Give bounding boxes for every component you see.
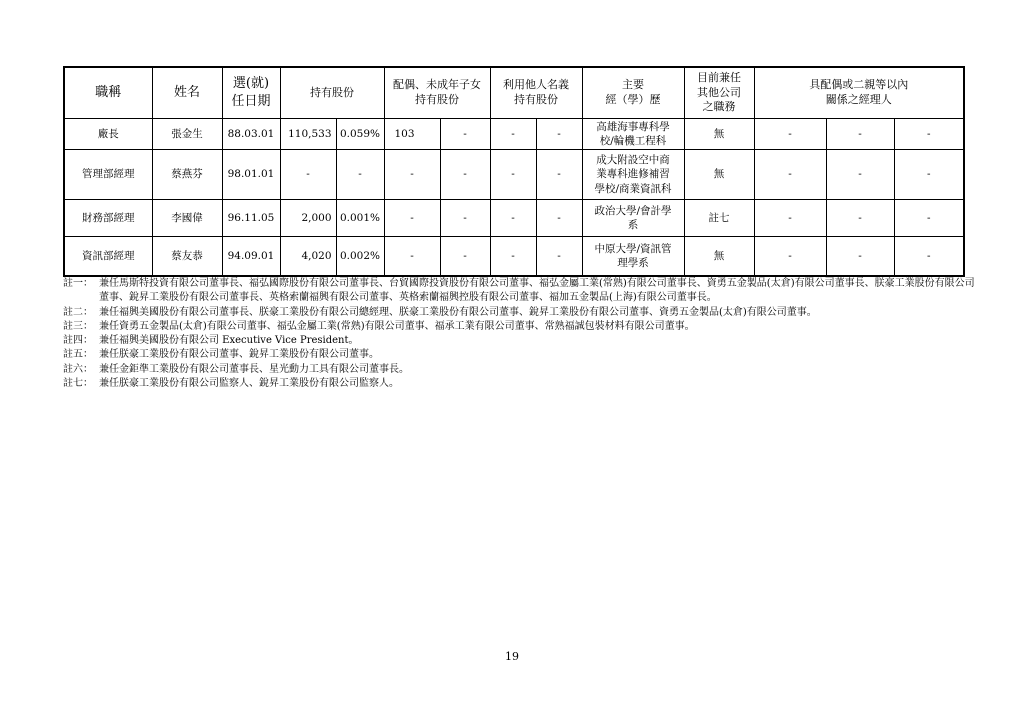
- cell-date: 96.11.05: [222, 200, 280, 237]
- footnote-text: 兼任福興美國股份有限公司 Executive Vice President。: [99, 335, 359, 347]
- header-experience: 主要 經（學）歷: [582, 67, 684, 119]
- cell-date: 88.03.01: [222, 119, 280, 150]
- header-other-positions: 目前兼任 其他公司 之職務: [684, 67, 754, 119]
- cell-title: 財務部經理: [64, 200, 152, 237]
- cell-pct: 0.002%: [336, 237, 384, 277]
- header-date: 選(就) 任日期: [222, 67, 280, 119]
- footnote-text: 兼任資勇五金製品(太倉)有限公司董事、福弘金屬工業(常熟)有限公司董事、福承工業有限公司董事、常熟福誠包裝材料有限公司董事。: [99, 320, 695, 332]
- cell-relative-relation: -: [894, 119, 964, 150]
- footnote-text: 兼任金鉅準工業股份有限公司董事長、星光動力工具有限公司董事長。: [99, 363, 409, 375]
- footnote-label: 註六：: [63, 363, 93, 375]
- cell-relative-name: -: [826, 200, 894, 237]
- footnote-label: 註一：: [63, 278, 93, 289]
- cell-date: 94.09.01: [222, 237, 280, 277]
- cell-title: 管理部經理: [64, 150, 152, 200]
- cell-shares: 4,020: [280, 237, 336, 277]
- cell-pct: 0.001%: [336, 200, 384, 237]
- cell-spouse-pct: -: [440, 150, 490, 200]
- cell-nominee-pct: -: [536, 237, 582, 277]
- cell-title: 廠長: [64, 119, 152, 150]
- cell-name: 李國偉: [152, 200, 222, 237]
- footnote-label: 註二：: [63, 306, 93, 318]
- header-holdings: 持有股份: [280, 67, 384, 119]
- table-row: [64, 150, 964, 200]
- table-header-row: [64, 67, 964, 119]
- cell-relative-title: -: [754, 150, 826, 200]
- cell-relative-name: -: [826, 237, 894, 277]
- cell-nominee-shares: -: [490, 200, 536, 237]
- cell-shares: -: [280, 150, 336, 200]
- cell-experience: 政治大學/會計學 系: [582, 200, 684, 237]
- cell-relative-title: -: [754, 200, 826, 237]
- cell-name: 蔡友恭: [152, 237, 222, 277]
- footnote: [63, 277, 983, 306]
- footnote: [63, 363, 983, 377]
- cell-relative-name: -: [826, 150, 894, 200]
- footnote-text: 兼任朕豪工業股份有限公司董事、銳昇工業股份有限公司董事。: [99, 349, 379, 361]
- cell-nominee-shares: -: [490, 119, 536, 150]
- table-row: [64, 119, 964, 150]
- cell-nominee-pct: -: [536, 119, 582, 150]
- cell-shares: 110,533: [280, 119, 336, 150]
- cell-spouse-shares: 103: [384, 119, 440, 150]
- footnote-label: 註四：: [63, 335, 93, 347]
- cell-nominee-shares: -: [490, 237, 536, 277]
- cell-pct: 0.059%: [336, 119, 384, 150]
- footnote: [63, 320, 983, 334]
- cell-spouse-pct: -: [440, 119, 490, 150]
- cell-relative-relation: -: [894, 237, 964, 277]
- cell-relative-relation: -: [894, 200, 964, 237]
- cell-relative-relation: -: [894, 150, 964, 200]
- cell-nominee-pct: -: [536, 150, 582, 200]
- cell-experience: 高雄海事專科學 校/輪機工程科: [582, 119, 684, 150]
- footnote: [63, 334, 983, 348]
- header-title: 職稱: [64, 67, 152, 119]
- footnote: [63, 377, 983, 391]
- footnotes: [63, 277, 983, 391]
- header-name: 姓名: [152, 67, 222, 119]
- footnote-text: 兼任馬斯特投資有限公司董事長、福弘國際股份有限公司董事長、台貿國際投資股份有限公司董事、福弘金屬工業(常熟)有限公司董事長、資勇五金製品(太倉)有限公司董事長、朕豪工業股份有限公司董事、銳昇工業股份有限公司董事長、英格索蘭福興有限公司董事、英格索蘭福興控股有限公司董事、福加五金製品(上海)有限公司董事長。: [99, 278, 975, 304]
- header-spouse-holdings: 配偶、未成年子女 持有股份: [384, 67, 490, 119]
- cell-other-positions: 無: [684, 119, 754, 150]
- cell-date: 98.01.01: [222, 150, 280, 200]
- cell-pct: -: [336, 150, 384, 200]
- cell-other-positions: 無: [684, 150, 754, 200]
- cell-shares: 2,000: [280, 200, 336, 237]
- cell-spouse-pct: -: [440, 237, 490, 277]
- footnote: [63, 348, 983, 362]
- cell-spouse-shares: -: [384, 200, 440, 237]
- footnote-text: 兼任福興美國股份有限公司董事長、朕豪工業股份有限公司總經理、朕豪工業股份有限公司董事、銳昇工業股份有限公司董事、資勇五金製品(太倉)有限公司董事。: [99, 306, 817, 318]
- cell-nominee-shares: -: [490, 150, 536, 200]
- header-nominee-holdings: 利用他人名義 持有股份: [490, 67, 582, 119]
- cell-experience: 中原大學/資訊管 理學系: [582, 237, 684, 277]
- cell-title: 資訊部經理: [64, 237, 152, 277]
- footnote-label: 註七：: [63, 378, 93, 390]
- cell-relative-title: -: [754, 237, 826, 277]
- cell-spouse-shares: -: [384, 237, 440, 277]
- cell-spouse-shares: -: [384, 150, 440, 200]
- cell-relative-title: -: [754, 119, 826, 150]
- page-number: 19: [505, 650, 519, 663]
- footnote-text: 兼任朕豪工業股份有限公司監察人、銳昇工業股份有限公司監察人。: [99, 378, 399, 390]
- cell-spouse-pct: -: [440, 200, 490, 237]
- footnote-label: 註五：: [63, 349, 93, 361]
- footnote-label: 註三：: [63, 320, 93, 332]
- table-row: [64, 200, 964, 237]
- cell-other-positions: 無: [684, 237, 754, 277]
- cell-name: 張金生: [152, 119, 222, 150]
- table-row: [64, 237, 964, 277]
- cell-experience: 成大附設空中商 業專科進修補習 學校/商業資訊科: [582, 150, 684, 200]
- cell-nominee-pct: -: [536, 200, 582, 237]
- cell-name: 蔡燕芬: [152, 150, 222, 200]
- cell-relative-name: -: [826, 119, 894, 150]
- header-relatives: 具配偶或二親等以內 關係之經理人: [754, 67, 964, 119]
- managers-table: [63, 66, 965, 277]
- cell-other-positions: 註七: [684, 200, 754, 237]
- footnote: [63, 306, 983, 320]
